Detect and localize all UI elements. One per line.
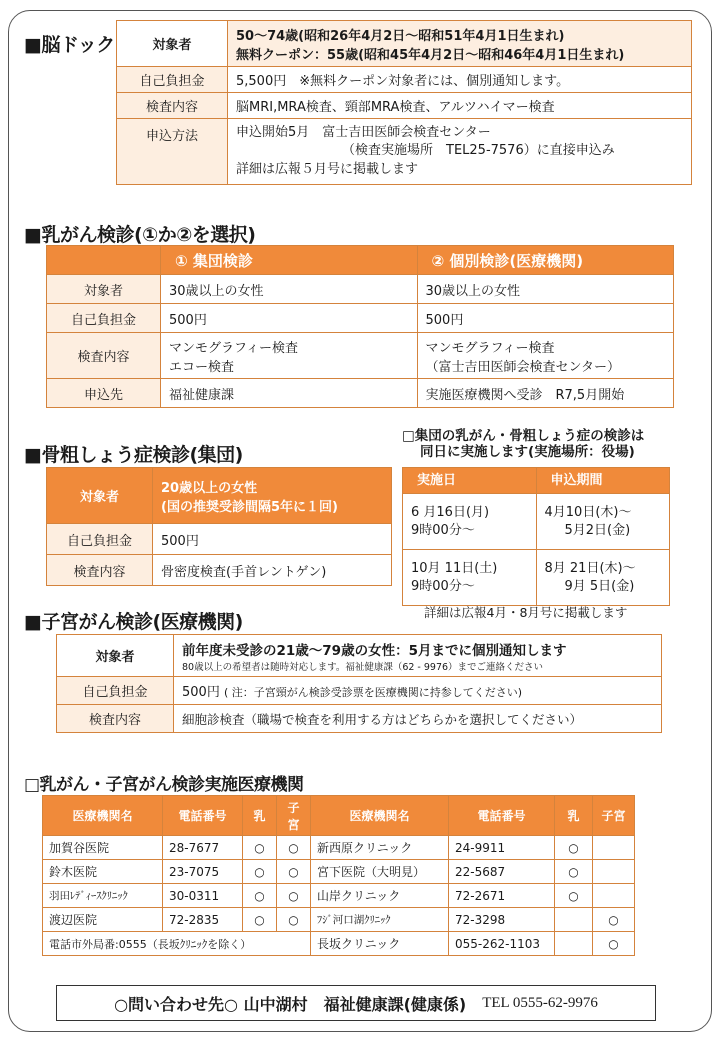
brain-apply-line2: （検査実施場所 TEL25-7576）に直接申込み (342, 143, 615, 159)
schedule-table (402, 467, 670, 606)
inst-tel: 72-2835 (163, 908, 243, 932)
schedule-period-2-start: 8月 21日(木)～ (544, 560, 636, 576)
inst-uterine-mark (593, 884, 635, 908)
table-row (47, 275, 674, 304)
table-row (47, 555, 392, 586)
inst-tel: 23-7075 (163, 860, 243, 884)
inst-uterine-mark: ○ (593, 932, 635, 956)
uterine-target-label: 対象者 (57, 635, 174, 677)
table-row (47, 246, 674, 275)
breast-head-col2: ② 個別検診(医療機関) (417, 246, 674, 275)
bone-target-label: 対象者 (47, 468, 153, 524)
inst-head-name-2: 医療機関名 (311, 796, 449, 836)
table-row (47, 333, 674, 379)
inst-name: 長坂クリニック (311, 932, 449, 956)
schedule-head-date: 実施日 (403, 468, 537, 494)
uterine-target-value (174, 635, 662, 677)
brain-target-label: 対象者 (117, 21, 228, 67)
bone-title: ■骨粗しょう症検診(集団) (24, 444, 243, 466)
schedule-period-1-end: 5月2日(金) (564, 522, 631, 538)
table-row (403, 494, 670, 550)
inst-breast-mark (555, 908, 593, 932)
table-row (43, 932, 635, 956)
breast-exam-a (161, 333, 418, 379)
uterine-cost-label: 自己負担金 (57, 677, 174, 705)
schedule-date-1-time: 9時00分～ (411, 522, 475, 538)
table-row (117, 119, 692, 185)
brain-target-line1: 50～74歳(昭和26年4月2日～昭和51年4月1日生まれ) (236, 28, 565, 44)
schedule-period-2 (536, 550, 670, 606)
schedule-date-1 (403, 494, 537, 550)
breast-cost-label: 自己負担金 (47, 304, 161, 333)
inst-name: 山岸クリニック (311, 884, 449, 908)
table-row (117, 93, 692, 119)
brain-exam-label: 検査内容 (117, 93, 228, 119)
bone-target-value (153, 468, 392, 524)
bone-exam-value: 骨密度検査(手首レントゲン) (153, 555, 392, 586)
inst-head-tel-2: 電話番号 (449, 796, 555, 836)
inst-tel: 055-262-1103 (449, 932, 555, 956)
table-row (47, 524, 392, 555)
inst-name: ﾌｼﾞ河口湖ｸﾘﾆｯｸ (311, 908, 449, 932)
inst-tel: 22-5687 (449, 860, 555, 884)
inst-uterine-mark: ○ (277, 860, 311, 884)
brain-target-value (228, 21, 692, 67)
contact-tel: TEL 0555-62-9976 (482, 994, 598, 1011)
uterine-cost-value (174, 677, 662, 705)
inst-breast-mark: ○ (555, 860, 593, 884)
brain-dock-table (116, 20, 692, 185)
bone-exam-label: 検査内容 (47, 555, 153, 586)
brain-dock-title: ■脳ドック (24, 34, 115, 56)
breast-target-b: 30歳以上の女性 (417, 275, 674, 304)
contact-main: ○問い合わせ先○ 山中湖村 福祉健康課(健康係) (114, 994, 467, 1014)
brain-apply-value (228, 119, 692, 185)
brain-target-line2: 無料クーポン：55歳(昭和45年4月2日～昭和46年4月1日生まれ) (236, 47, 625, 63)
uterine-cost-note: ( 注：子宮頸がん検診受診票を医療機関に持参してください) (223, 686, 523, 699)
brain-exam-value: 脳MRI,MRA検査、頸部MRA検査、アルツハイマー検査 (228, 93, 692, 119)
contact-box (56, 985, 656, 1021)
breast-exam-label: 検査内容 (47, 333, 161, 379)
inst-head-name-1: 医療機関名 (43, 796, 163, 836)
brain-cost-value: 5,500円 ※無料クーポン対象者には、個別通知します。 (228, 67, 692, 93)
inst-name: 宮下医院（大明見） (311, 860, 449, 884)
inst-uterine-mark: ○ (277, 884, 311, 908)
inst-breast-mark: ○ (243, 884, 277, 908)
breast-exam-a1: マンモグラフィー検査 (169, 340, 298, 356)
breast-title: ■乳がん検診(①か②を選択) (24, 224, 256, 246)
inst-head-breast-2: 乳 (555, 796, 593, 836)
brain-apply-line3: 詳細は広報５月号に掲載します (236, 161, 419, 177)
brain-apply-line1: 申込開始5月 富士吉田医師会検査センター (236, 125, 491, 141)
uterine-exam-value: 細胞診検査（職場で検査を利用する方はどちらかを選択してください） (174, 705, 662, 733)
area-code-note: 電話市外局番:0555（長坂ｸﾘﾆｯｸを除く） (43, 932, 311, 956)
bone-table (46, 467, 392, 586)
inst-tel: 72-3298 (449, 908, 555, 932)
table-row (57, 705, 662, 733)
table-row (57, 677, 662, 705)
breast-exam-a2: エコー検査 (169, 359, 235, 375)
inst-uterine-mark: ○ (277, 908, 311, 932)
inst-tel: 24-9911 (449, 836, 555, 860)
table-row (403, 468, 670, 494)
schedule-date-2 (403, 550, 537, 606)
breast-apply-label: 申込先 (47, 379, 161, 408)
uterine-title: ■子宮がん検診(医療機関) (24, 611, 243, 633)
inst-breast-mark: ○ (555, 884, 593, 908)
table-row (43, 860, 635, 884)
inst-uterine-mark: ○ (277, 836, 311, 860)
inst-breast-mark: ○ (243, 860, 277, 884)
breast-table (46, 245, 674, 408)
breast-target-a: 30歳以上の女性 (161, 275, 418, 304)
table-row (43, 796, 635, 836)
schedule-note-line2: 同日に実施します(実施場所：役場) (420, 444, 635, 461)
inst-uterine-mark: ○ (593, 908, 635, 932)
brain-cost-label: 自己負担金 (117, 67, 228, 93)
breast-head-blank (47, 246, 161, 275)
table-row (43, 884, 635, 908)
inst-uterine-mark (593, 836, 635, 860)
breast-head-col1: ① 集団検診 (161, 246, 418, 275)
breast-exam-b (417, 333, 674, 379)
schedule-period-2-end: 9月 5日(金) (564, 578, 635, 594)
table-row (43, 908, 635, 932)
breast-cost-b: 500円 (417, 304, 674, 333)
inst-tel: 30-0311 (163, 884, 243, 908)
inst-name: 羽田ﾚﾃﾞｨｰｽｸﾘﾆｯｸ (43, 884, 163, 908)
breast-cost-a: 500円 (161, 304, 418, 333)
uterine-exam-label: 検査内容 (57, 705, 174, 733)
schedule-note (402, 428, 644, 460)
schedule-date-2-day: 10月 11日(土) (411, 560, 498, 576)
inst-name: 新西原クリニック (311, 836, 449, 860)
inst-head-tel-1: 電話番号 (163, 796, 243, 836)
bone-target-line2: (国の推奨受診間隔5年に１回) (161, 499, 338, 515)
inst-head-uterine-1: 子宮 (277, 796, 311, 836)
breast-exam-b1: マンモグラフィー検査 (425, 340, 555, 356)
table-row (47, 304, 674, 333)
inst-breast-mark: ○ (555, 836, 593, 860)
breast-apply-b: 実施医療機関へ受診 R7,5月開始 (417, 379, 674, 408)
bone-cost-label: 自己負担金 (47, 524, 153, 555)
inst-name: 渡辺医院 (43, 908, 163, 932)
table-row (43, 836, 635, 860)
inst-tel: 72-2671 (449, 884, 555, 908)
table-row (117, 21, 692, 67)
breast-exam-b2: （富士吉田医師会検査センター） (425, 359, 620, 375)
schedule-date-1-day: 6 月16日(月) (411, 504, 490, 520)
schedule-head-period: 申込期間 (536, 468, 670, 494)
inst-breast-mark: ○ (243, 908, 277, 932)
schedule-period-1 (536, 494, 670, 550)
inst-head-uterine-2: 子宮 (593, 796, 635, 836)
bone-cost-value: 500円 (153, 524, 392, 555)
uterine-cost-amount: 500円 (182, 685, 220, 700)
brain-apply-label: 申込方法 (117, 119, 228, 185)
inst-head-breast-1: 乳 (243, 796, 277, 836)
inst-name: 鈴木医院 (43, 860, 163, 884)
table-row (117, 67, 692, 93)
breast-target-label: 対象者 (47, 275, 161, 304)
table-row (403, 550, 670, 606)
table-row (47, 379, 674, 408)
inst-breast-mark (555, 932, 593, 956)
bone-target-line1: 20歳以上の女性 (161, 480, 258, 496)
breast-apply-a: 福祉健康課 (161, 379, 418, 408)
schedule-footnote: 詳細は広報4月・8月号に掲載します (424, 605, 628, 620)
uterine-target-line1: 前年度未受診の21歳～79歳の女性：5月までに個別通知します (182, 642, 567, 659)
table-row (47, 468, 392, 524)
inst-tel: 28-7677 (163, 836, 243, 860)
table-row (57, 635, 662, 677)
inst-name: 加賀谷医院 (43, 836, 163, 860)
inst-uterine-mark (593, 860, 635, 884)
institutions-table (42, 795, 635, 956)
uterine-table (56, 634, 662, 733)
uterine-target-line2: 80歳以上の希望者は随時対応します。福祉健康課（62 - 9976）までご連絡ください (182, 661, 544, 673)
schedule-date-2-time: 9時00分～ (411, 578, 475, 594)
institutions-title: □乳がん・子宮がん検診実施医療機関 (24, 775, 304, 795)
schedule-note-line1: □集団の乳がん・骨粗しょう症の検診は (402, 428, 645, 444)
inst-breast-mark: ○ (243, 836, 277, 860)
schedule-period-1-start: 4月10日(木)～ (544, 504, 632, 520)
